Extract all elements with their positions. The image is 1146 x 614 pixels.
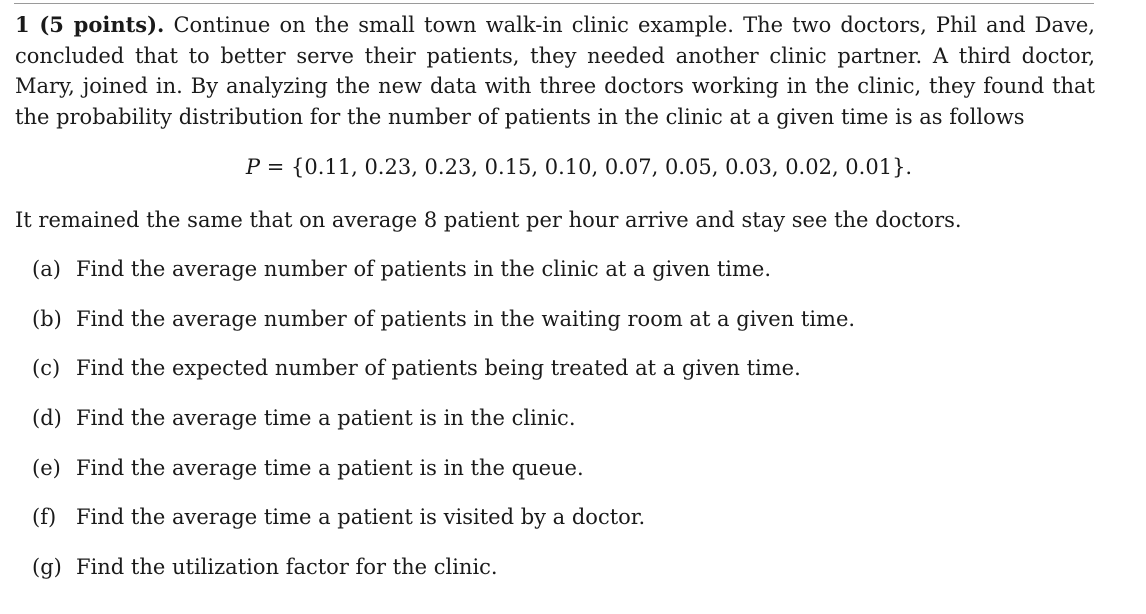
part-label: (c) [32, 356, 61, 381]
part-label: (b) [32, 306, 62, 331]
top-divider [14, 3, 1094, 4]
question-part-c [32, 353, 855, 403]
part-text: Find the utilization factor for the clinic. [76, 555, 498, 580]
part-text: Find the average time a patient is in the queue. [76, 455, 584, 480]
question-part-g [32, 552, 855, 602]
formula-equals: = [260, 155, 291, 179]
part-label: (e) [32, 455, 61, 480]
part-text: Find the average time a patient is visited by a doctor. [76, 505, 646, 530]
arrival-rate-sentence: It remained the same that on average 8 patient per hour arrive and stay see the doctors. [15, 208, 962, 232]
formula-variable: P [245, 155, 261, 179]
part-text: Find the average time a patient is in the clinic. [76, 406, 576, 431]
part-text: Find the expected number of patients being treated at a given time. [76, 356, 801, 381]
part-label: (d) [32, 406, 62, 431]
question-parts-list [32, 254, 855, 602]
question-part-d [32, 403, 855, 453]
question-part-f [32, 502, 855, 552]
part-label: (a) [32, 257, 61, 281]
part-label: (g) [32, 555, 62, 580]
question-part-a [32, 254, 855, 304]
probability-distribution-formula [0, 152, 1146, 182]
formula-values: {0.11, 0.23, 0.23, 0.15, 0.10, 0.07, 0.05, 0.03, 0.02, 0.01}. [290, 155, 913, 179]
problem-number: 1 (5 points). [15, 12, 165, 37]
problem-text: Continue on the small town walk-in clinic example. The two doctors, Phil and Dave, concluded that to better serve their patients, they needed another clinic partner. A third doctor, Mary, joined in. By analyzing the new data with three doctors working in the clinic, they found that the probability distribution for the number of patients in the clinic at a given time is as follows [15, 13, 1095, 129]
part-text: Find the average number of patients in the waiting room at a given time. [76, 306, 856, 331]
part-label: (f) [32, 505, 57, 530]
question-part-b [32, 304, 855, 354]
question-part-e [32, 453, 855, 503]
part-text: Find the average number of patients in the clinic at a given time. [76, 257, 772, 281]
problem-statement [15, 10, 1095, 132]
